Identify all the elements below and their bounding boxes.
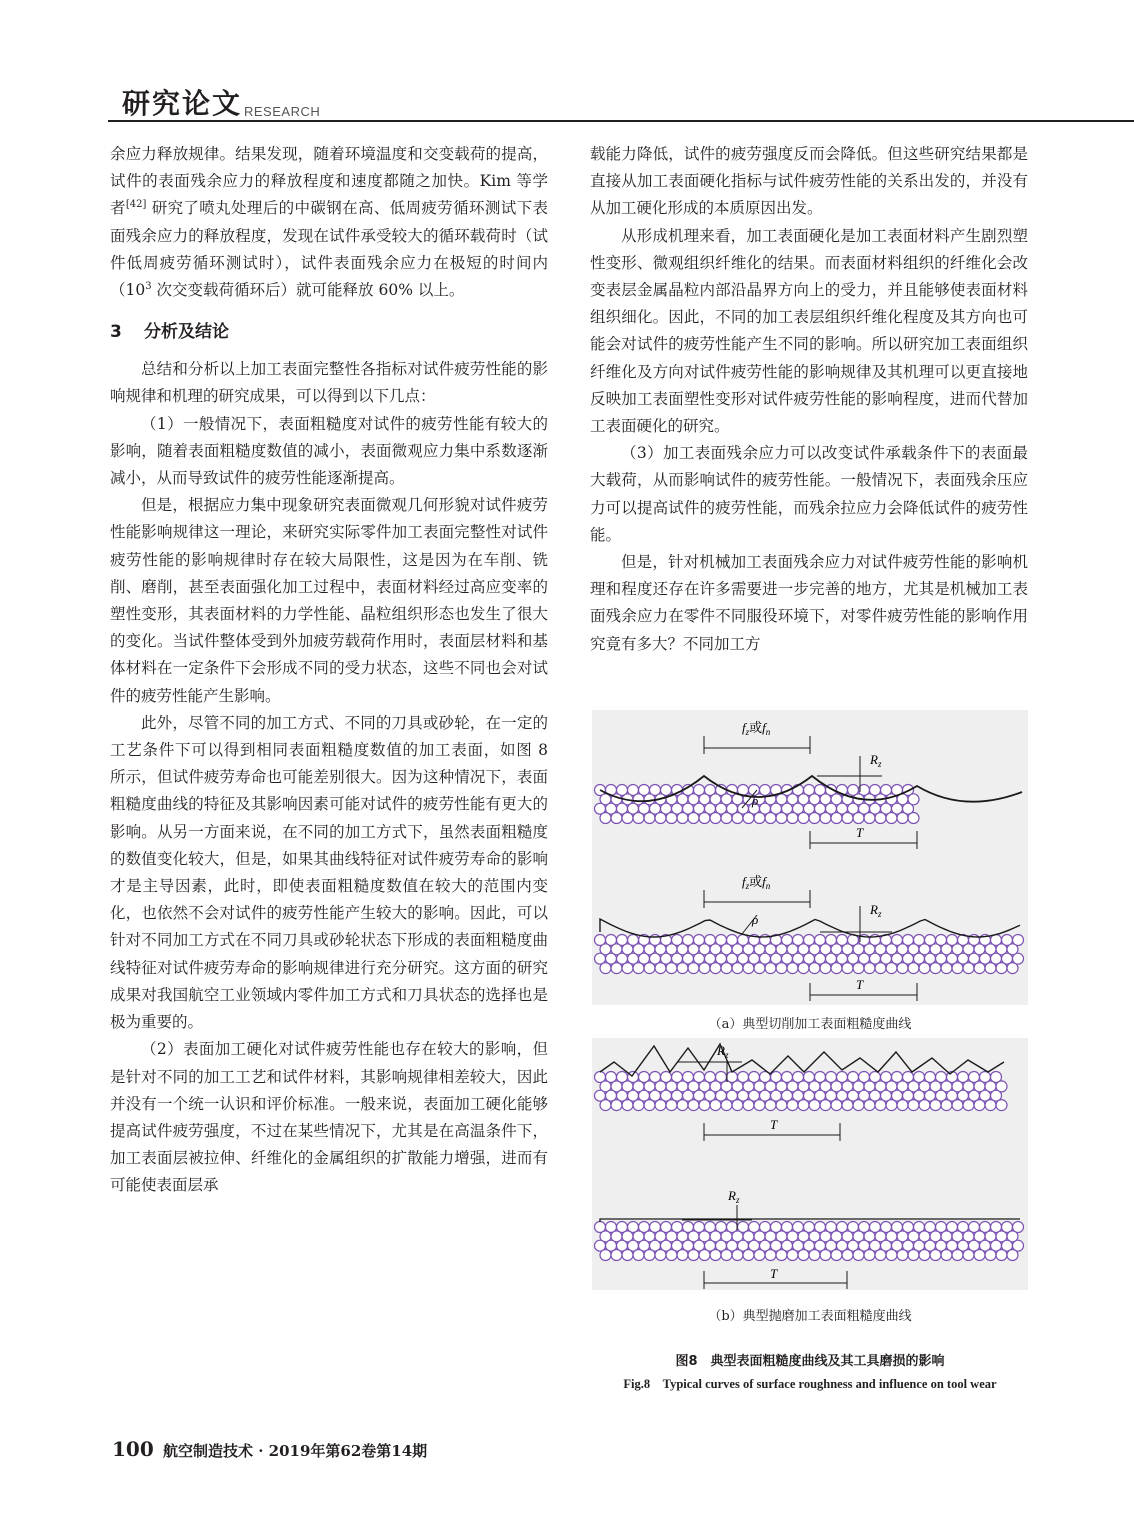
grain: [809, 813, 820, 824]
grain: [930, 1250, 941, 1261]
grain: [633, 1100, 644, 1111]
grain: [985, 1100, 996, 1111]
grain: [765, 813, 776, 824]
rz-label-b2: $R_z$: [728, 1188, 740, 1205]
grain: [985, 963, 996, 974]
grain: [732, 963, 743, 974]
grain: [622, 813, 633, 824]
citation: [42]: [125, 199, 147, 211]
grain: [963, 1100, 974, 1111]
grain: [930, 963, 941, 974]
grain: [655, 963, 666, 974]
t-label-b1: T: [770, 1117, 778, 1132]
grain: [765, 1100, 776, 1111]
grain: [677, 963, 688, 974]
left-column: [110, 141, 548, 1200]
grain: [864, 1100, 875, 1111]
grain: [886, 963, 897, 974]
grain: [809, 1250, 820, 1261]
section-heading-text: 分析及结论: [144, 322, 229, 343]
rho-label-a2: ρ: [752, 912, 759, 927]
paragraph: 但是，针对机械加工表面残余应力对试件疲劳性能的影响机理和程度还存在许多需要进一步完善的地方，尤其是机械加工表面残余应力在零件不同服役环境下，对零件疲劳性能的影响作用究竟有多大？不同加工方: [590, 553, 1028, 653]
grain: [655, 813, 666, 824]
rz-label-a1: $R_z$: [870, 752, 882, 769]
grain: [622, 963, 633, 974]
grain: [655, 1250, 666, 1261]
grain: [886, 1250, 897, 1261]
paragraph: （3）加工表面残余应力可以改变试件承载条件下的表面最大载荷，从而影响试件的疲劳性能。一般情况下，表面残余压应力可以提高试件的疲劳性能，而残余拉应力会降低试件的疲劳性能。: [590, 444, 1028, 544]
grain: [919, 963, 930, 974]
grain: [600, 1100, 611, 1111]
grain: [600, 813, 611, 824]
grain: [963, 963, 974, 974]
grain: [875, 813, 886, 824]
grain: [633, 813, 644, 824]
grain: [930, 1100, 941, 1111]
caption-b: （b）典型抛磨加工表面粗糙度曲线: [708, 1309, 912, 1324]
grain: [754, 1250, 765, 1261]
grain: [655, 1100, 666, 1111]
grain: [831, 1100, 842, 1111]
grain: [644, 813, 655, 824]
grain: [699, 963, 710, 974]
grain: [1007, 963, 1018, 974]
grain: [765, 1250, 776, 1261]
grain: [688, 813, 699, 824]
grain: [897, 1250, 908, 1261]
t-label-b2: T: [770, 1266, 778, 1281]
section-heading: [110, 318, 548, 346]
feed-label-a1: $f_z$或$f_n$: [742, 720, 771, 737]
grain: [941, 1250, 952, 1261]
grain: [666, 813, 677, 824]
grain: [886, 813, 897, 824]
grain: [897, 813, 908, 824]
grain: [754, 963, 765, 974]
grain: [710, 813, 721, 824]
grain: [721, 813, 732, 824]
roughness-diagram: [592, 710, 1028, 1400]
grain: [754, 813, 765, 824]
grain: [622, 1250, 633, 1261]
grain: [776, 963, 787, 974]
figure-8: [592, 710, 1028, 1400]
feed-label-a2: $f_z$或$f_n$: [742, 874, 771, 891]
grain: [688, 1100, 699, 1111]
grain: [941, 963, 952, 974]
paragraph: 余应力释放规律。结果发现，随着环境温度和交变载荷的提高，试件的表面残余应力的释放程度和速度都随之加快。Kim 等学者[42] 研究了喷丸处理后的中碳钢在高、低周疲劳循环测试下表面残余应力的释放程度，发现在试件承受较大的循环载荷时（试件低周疲劳循环测试时），试件表面残余应力在极短的时间内（$10^3$ 次交变载荷循环后）就可能释放 60% 以上。: [110, 145, 548, 300]
grain: [853, 963, 864, 974]
paragraph: （2）表面加工硬化对试件疲劳性能也存在较大的影响，但是针对不同的加工工艺和试件材料，其影响规律相差较大，因此并没有一个统一认识和评价标准。一般来说，表面加工硬化能够提高试件疲劳强度，不过在某些情况下，尤其是在高温条件下，加工表面层被拉伸、纤维化的金属组织的扩散能力增强，进而有可能使表面层承: [110, 1040, 548, 1195]
grain: [941, 1100, 952, 1111]
paragraph: （1）一般情况下，表面粗糙度对试件的疲劳性能有较大的影响，随着表面粗糙度数值的减小，表面微观应力集中系数逐渐减小，从而导致试件的疲劳性能逐渐提高。: [110, 414, 548, 488]
grain: [633, 963, 644, 974]
grain: [864, 963, 875, 974]
grain: [820, 813, 831, 824]
rz-label-b1: $R_z$: [717, 1043, 729, 1060]
grain: [622, 1100, 633, 1111]
grain: [831, 1250, 842, 1261]
grain: [974, 1100, 985, 1111]
grain: [853, 1250, 864, 1261]
grain: [732, 1250, 743, 1261]
grain: [842, 813, 853, 824]
grain: [996, 1100, 1007, 1111]
grain: [875, 1100, 886, 1111]
grain: [974, 1250, 985, 1261]
paragraph: 但是，根据应力集中现象研究表面微观几何形貌对试件疲劳性能影响规律这一理论，来研究实际零件加工表面完整性对试件疲劳性能的影响规律时存在较大局限性，这是因为在车削、铣削、磨削，甚至表面强化加工过程中，表面材料经过高应变率的塑性变形，其表面材料的力学性能、晶粒组织形态也发生了很大的变化。当试件整体受到外加疲劳载荷作用时，表面层材料和基体材料在一定条件下会形成不同的受力状态，这些不同也会对试件的疲劳性能产生影响。: [110, 496, 548, 705]
grain: [710, 963, 721, 974]
grain: [897, 963, 908, 974]
grain: [644, 1100, 655, 1111]
grain: [721, 963, 732, 974]
rz-label-a2: $R_z$: [870, 902, 882, 919]
grain: [897, 1100, 908, 1111]
rho-label-a1: ρ: [752, 793, 759, 808]
grain: [820, 1250, 831, 1261]
grain: [710, 1100, 721, 1111]
page-number: 100: [112, 1437, 154, 1461]
section-title: 研究论文: [122, 87, 243, 120]
grain: [721, 1250, 732, 1261]
grain: [908, 1250, 919, 1261]
grain: [875, 963, 886, 974]
grain: [831, 813, 842, 824]
grain: [677, 1250, 688, 1261]
grain: [743, 1250, 754, 1261]
grain: [721, 1100, 732, 1111]
grain: [809, 963, 820, 974]
grain: [688, 1250, 699, 1261]
paragraph: 此外，尽管不同的加工方式、不同的刀具或砂轮，在一定的工艺条件下可以得到相同表面粗糙度数值的加工表面，如图 8 所示，但试件疲劳寿命也可能差别很大。因为这种情况下，表面粗糙度曲线的特征及其影响因素可能对试件的疲劳性能有更大的影响。从另一方面来说，在不同的加工方式下，虽然表面粗糙度的数值变化较大，但是，如果其曲线特征对试件疲劳寿命的影响才是主导因素，此时，即使表面粗糙度数值在较大的范围内变化，也依然不会对试件的疲劳性能产生较大的影响。因此，可以针对不同加工方式在不同刀具或砂轮状态下形成的表面粗糙度曲线特征对试件疲劳寿命的影响规律进行充分研究。这方面的研究成果对我国航空工业领域内零件加工方式和刀具状态的选择也是极为重要的。: [110, 713, 548, 1032]
figure-caption-cn: 图8 典型表面粗糙度曲线及其工具磨损的影响: [675, 1354, 945, 1369]
grain: [864, 813, 875, 824]
grain: [611, 1250, 622, 1261]
header-rule: [108, 120, 1134, 122]
grain: [699, 813, 710, 824]
grain: [600, 963, 611, 974]
grain: [699, 1100, 710, 1111]
t-label-a1: T: [856, 825, 864, 840]
page-footer: [112, 1437, 427, 1461]
grain: [776, 1100, 787, 1111]
grain: [1007, 1250, 1018, 1261]
grain: [831, 963, 842, 974]
grain: [864, 1250, 875, 1261]
grain: [963, 1250, 974, 1261]
figure-caption-en: Fig.8 Typical curves of surface roughness and influence on tool wear: [623, 1377, 997, 1391]
paragraph: 载能力降低，试件的疲劳强度反而会降低。但这些研究结果都是直接从加工表面硬化指标与试件疲劳性能的关系出发的，并没有从加工硬化形成的本质原因出发。: [590, 145, 1028, 218]
superscript: 3: [145, 280, 152, 292]
grain: [875, 1250, 886, 1261]
grain: [754, 1100, 765, 1111]
grain: [798, 813, 809, 824]
grain: [952, 963, 963, 974]
grain: [798, 1100, 809, 1111]
grain: [644, 1250, 655, 1261]
grain: [853, 813, 864, 824]
grain: [743, 963, 754, 974]
grain: [853, 1100, 864, 1111]
grain: [666, 1100, 677, 1111]
grain: [600, 1250, 611, 1261]
grain: [666, 963, 677, 974]
grain: [820, 1100, 831, 1111]
grain: [908, 963, 919, 974]
grain: [996, 963, 1007, 974]
section-number: 3: [110, 322, 122, 343]
grain: [666, 1250, 677, 1261]
grain: [919, 1100, 930, 1111]
grain: [787, 1100, 798, 1111]
grain: [842, 1250, 853, 1261]
grain: [633, 1250, 644, 1261]
grain: [677, 1100, 688, 1111]
grain: [677, 813, 688, 824]
grain: [611, 963, 622, 974]
grain: [644, 963, 655, 974]
journal-info: 航空制造技术 · 2019年第62卷第14期: [162, 1442, 428, 1460]
grain: [842, 1100, 853, 1111]
grain: [809, 1100, 820, 1111]
grain: [732, 813, 743, 824]
grain: [611, 813, 622, 824]
grain: [919, 1250, 930, 1261]
grain: [776, 813, 787, 824]
grain: [787, 813, 798, 824]
grain: [611, 1100, 622, 1111]
grain: [798, 1250, 809, 1261]
grain: [743, 1100, 754, 1111]
grain: [776, 1250, 787, 1261]
grain: [798, 963, 809, 974]
t-label-a2: T: [856, 977, 864, 992]
grain: [952, 1250, 963, 1261]
grain: [699, 1250, 710, 1261]
grain: [908, 813, 919, 824]
page-header: [0, 0, 1134, 130]
grain: [996, 1250, 1007, 1261]
grain: [886, 1100, 897, 1111]
grain: [732, 1100, 743, 1111]
grain: [842, 963, 853, 974]
grain: [688, 963, 699, 974]
grain: [974, 963, 985, 974]
grain: [952, 1100, 963, 1111]
right-column: [590, 141, 1028, 658]
paragraph: 总结和分析以上加工表面完整性各指标对试件疲劳性能的影响规律和机理的研究成果，可以得到以下几点：: [110, 360, 548, 406]
grain: [787, 1250, 798, 1261]
grain: [765, 963, 776, 974]
grain: [985, 1250, 996, 1261]
grain: [787, 963, 798, 974]
grain: [710, 1250, 721, 1261]
grain: [820, 963, 831, 974]
paragraph: 从形成机理来看，加工表面硬化是加工表面材料产生剧烈塑性变形、微观组织纤维化的结果。而表面材料组织的纤维化会改变表层金属晶粒内部沿晶界方向上的受力，并且能够使表面材料组织细化。因此，不同的加工表层组织纤维化程度及其方向也可能会对试件的疲劳性能产生不同的影响。所以研究加工表面组织纤维化及方向对试件疲劳性能的影响规律及其机理可以更直接地反映加工表面塑性变形对试件疲劳性能的影响程度，进而代替加工表面硬化的研究。: [590, 226, 1028, 436]
grain: [908, 1100, 919, 1111]
caption-a: （a）典型切削加工表面粗糙度曲线: [708, 1017, 912, 1032]
grain: [743, 813, 754, 824]
section-subtitle: RESEARCH: [244, 104, 321, 119]
